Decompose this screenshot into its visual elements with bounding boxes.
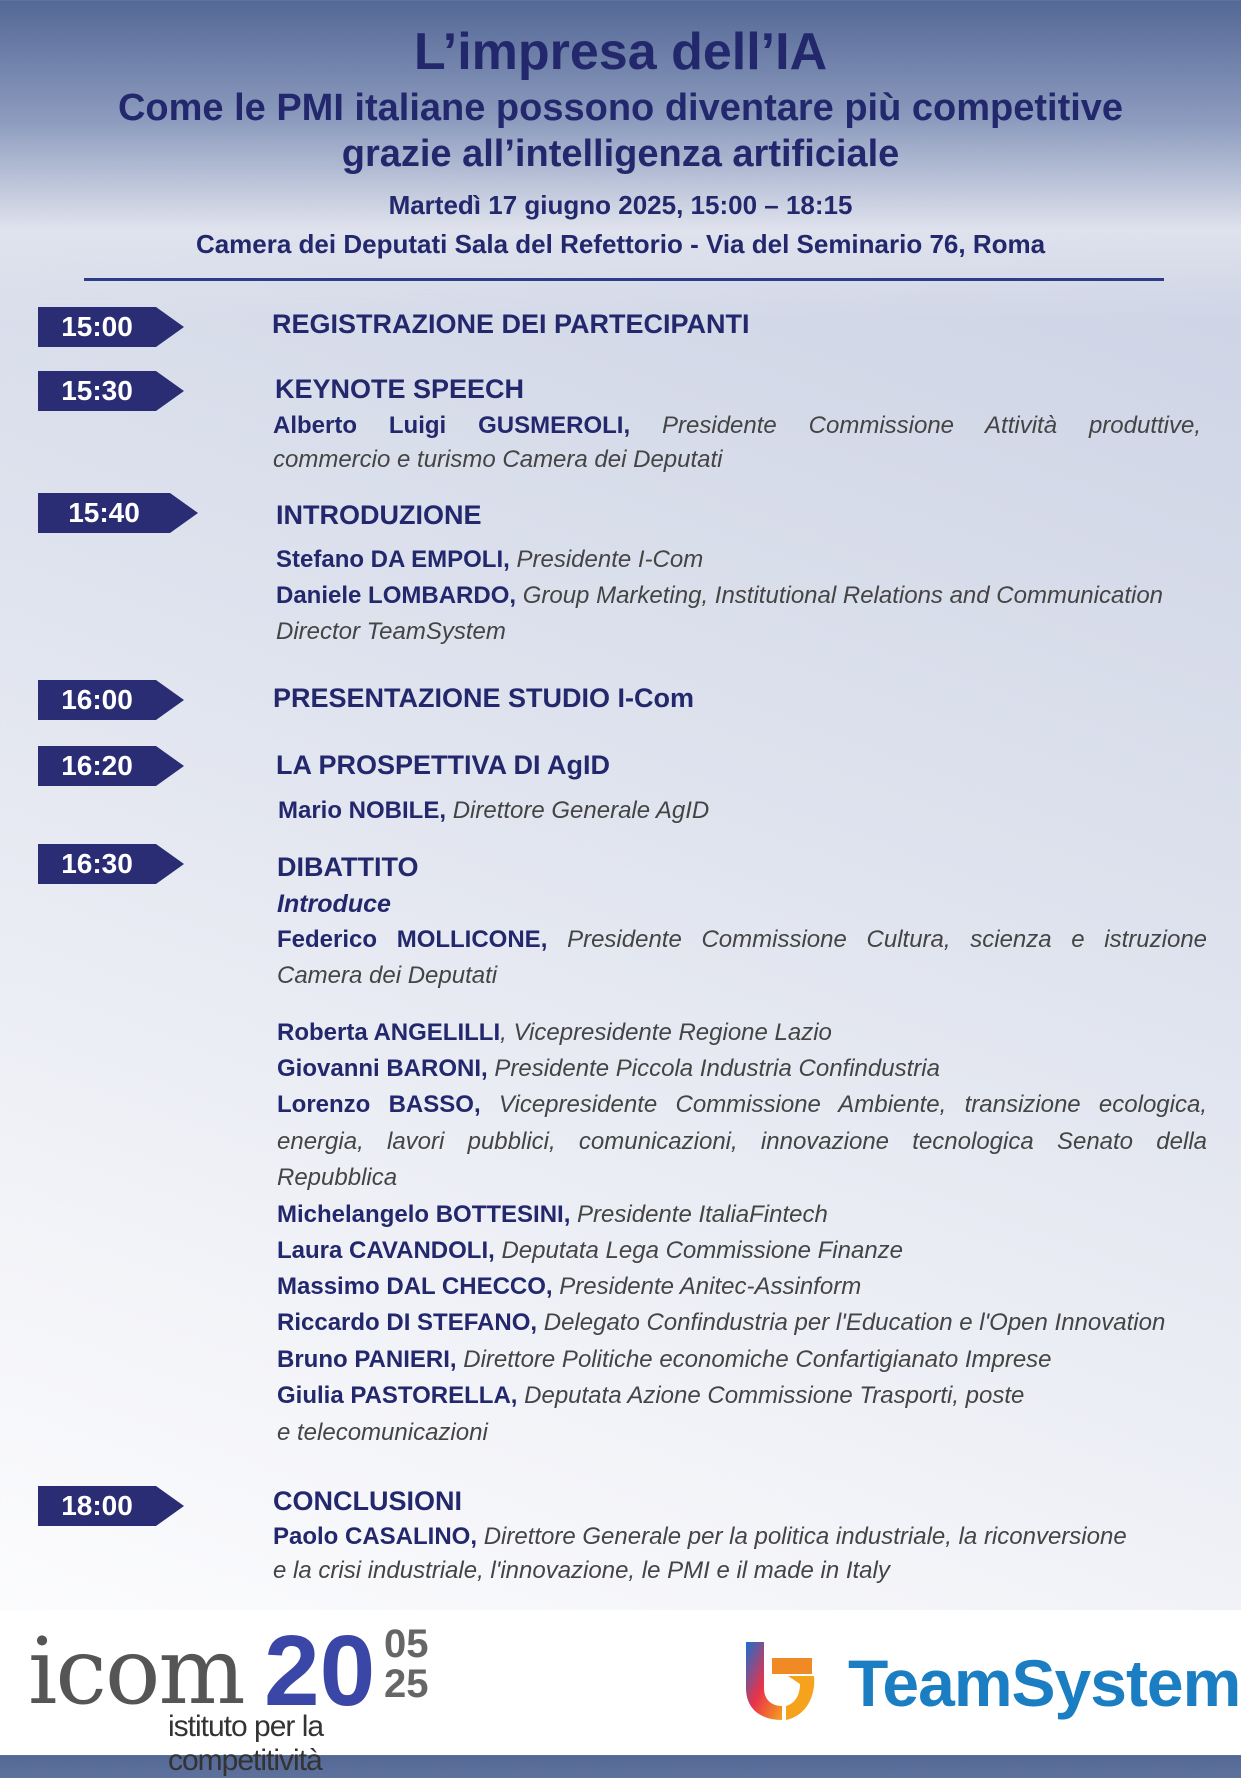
section-agid: LA PROSPETTIVA DI AgID [276,750,611,780]
speaker-baroni [277,1055,940,1083]
section-registrazione: REGISTRAZIONE DEI PARTECIPANTI [272,309,750,339]
speaker-role-cont [273,446,723,474]
speaker-role-cont [277,962,497,990]
speaker-role-line-2: Director TeamSystem [276,618,506,645]
speaker-role: , Vicepresidente Regione Lazio [500,1019,832,1046]
speaker-role: Presidente Anitec-Assinform [559,1273,862,1300]
speaker-role-cont [277,1164,397,1192]
time-badge-1620: 16:20 [38,746,156,786]
speaker-role: Direttore Generale AgID [452,797,710,824]
speaker-bottesini [277,1201,828,1229]
icom-logo [28,1615,448,1777]
speaker-role-line-2: Camera dei Deputati [277,962,498,989]
speaker-role-cont [277,1128,1207,1156]
speaker-gusmeroli [273,412,1201,440]
speaker-casalino [273,1523,1127,1551]
event-date: Martedì 17 giugno 2025, 15:00 – 18:15 [388,190,853,220]
speaker-mollicone [277,926,1207,954]
speaker-role: Deputata Lega Commissione Finanze [501,1237,904,1264]
speaker-name: Bruno PANIERI, [277,1346,457,1373]
time-badge-1540: 15:40 [38,493,170,533]
speaker-name: Riccardo DI STEFANO, [277,1309,538,1336]
subtitle-line-1: Come le PMI italiane possono diventare più competitive [117,87,1124,129]
section-introduzione: INTRODUZIONE [276,500,482,530]
speaker-role-cont [277,1419,488,1447]
speaker-role-line-2: e telecomunicazioni [277,1419,488,1446]
speaker-role: Presidente Commissione Cultura, scienza e istruzione [567,926,1208,953]
section-conclusioni: CONCLUSIONI [273,1486,462,1516]
speaker-name: Massimo DAL CHECCO, [277,1273,553,1300]
speaker-role-cont [276,618,506,646]
icom-year-05: 05 [384,1622,429,1666]
speaker-name: Paolo CASALINO, [273,1523,478,1550]
speaker-role: Presidente I-Com [516,546,704,573]
speaker-role-line-2: commercio e turismo Camera dei Deputati [273,446,723,473]
speaker-role-line-2: e la crisi industriale, l'innovazione, le PMI e il made in Italy [273,1557,890,1584]
teamsystem-wordmark: TeamSystem [848,1646,1241,1720]
icom-tagline: istituto per la competitività [168,1710,324,1777]
time-badge-1600: 16:00 [38,680,156,720]
speaker-pastorella [277,1382,1024,1410]
speaker-role: Direttore Politiche economiche Confartigianato Imprese [463,1346,1052,1373]
event-venue: Camera dei Deputati Sala del Refettorio - Via del Seminario 76, Roma [195,229,1046,259]
icom-20: 20 [264,1615,376,1727]
speaker-nobile [278,797,709,825]
speaker-role-line-3: Repubblica [277,1164,398,1191]
time-badge-1630: 16:30 [38,844,156,884]
speaker-name: Federico MOLLICONE, [277,926,548,953]
speaker-name: Roberta ANGELILLI [277,1019,501,1046]
speaker-role-cont [273,1557,890,1585]
time-badge-1500: 15:00 [38,307,156,347]
header-divider [84,278,1164,281]
speaker-name: Giulia PASTORELLA, [277,1382,518,1409]
speaker-da-empoli [276,546,703,574]
icom-wordmark: icom [28,1618,244,1725]
time-badge-1530: 15:30 [38,371,156,411]
speaker-role-line-2: energia, lavori pubblici, comunicazioni, innovazione tecnologica Senato della [277,1128,1207,1155]
speaker-name: Michelangelo BOTTESINI, [277,1201,571,1228]
introduce-label: Introduce [277,890,391,918]
speaker-role: Presidente Commissione Attività produttive, [662,412,1202,439]
speaker-name: Mario NOBILE, [278,797,447,824]
icom-year-25: 25 [384,1662,429,1706]
speaker-name: Giovanni BARONI, [277,1055,488,1082]
section-dibattito: DIBATTITO [277,852,419,882]
speaker-role: Group Marketing, Institutional Relations and Communication [522,582,1164,609]
speaker-di-stefano [277,1309,1165,1337]
time-badge-1800: 18:00 [38,1486,156,1526]
speaker-name: Alberto Luigi GUSMEROLI, [273,412,631,439]
speaker-name: Stefano DA EMPOLI, [276,546,510,573]
speaker-name: Lorenzo BASSO, [277,1091,481,1118]
speaker-angelilli [277,1019,832,1047]
speaker-lombardo [276,582,1163,610]
speaker-role: Delegato Confindustria per l'Education e l'Open Innovation [543,1309,1166,1336]
speaker-basso [277,1091,1207,1119]
speaker-role: Presidente ItaliaFintech [577,1201,828,1228]
speaker-panieri [277,1346,1052,1374]
icom-year [384,1624,429,1704]
speaker-role: Vicepresidente Commissione Ambiente, transizione ecologica, [498,1091,1207,1118]
speaker-role: Presidente Piccola Industria Confindustria [494,1055,940,1082]
page-title: L’impresa dell’IA [413,23,828,81]
subtitle [0,85,1241,177]
speaker-role: Direttore Generale per la politica industriale, la riconversione [483,1523,1127,1550]
teamsystem-logo-icon [736,1636,822,1722]
section-keynote: KEYNOTE SPEECH [275,374,525,404]
subtitle-line-2: grazie all’intelligenza artificiale [341,133,900,175]
speaker-cavandoli [277,1237,903,1265]
speaker-name: Laura CAVANDOLI, [277,1237,495,1264]
speaker-role: Deputata Azione Commissione Trasporti, poste [524,1382,1025,1409]
speaker-name: Daniele LOMBARDO, [276,582,517,609]
section-presentazione: PRESENTAZIONE STUDIO I-Com [273,683,695,713]
speaker-dal-checco [277,1273,861,1301]
